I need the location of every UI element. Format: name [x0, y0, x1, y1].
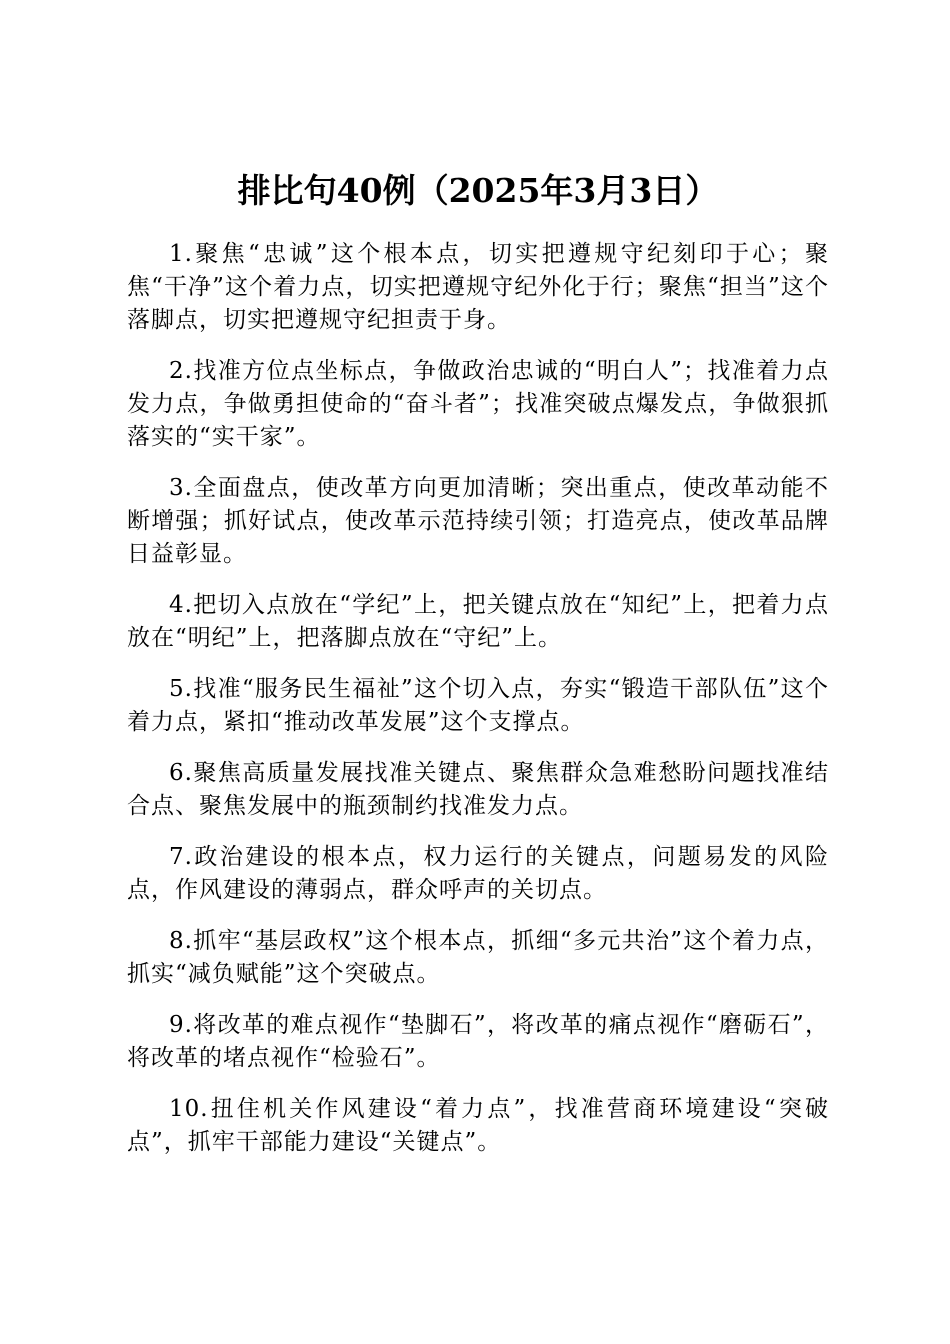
- paragraph-9: 9.将改革的难点视作“垫脚石”，将改革的痛点视作“磨砺石”，将改革的堵点视作“检验石”。: [127, 1012, 829, 1071]
- title-month: 3: [573, 171, 597, 210]
- title-text-1: 排比句: [237, 171, 337, 210]
- paragraph-6: 6.聚焦高质量发展找准关键点、聚焦群众急难愁盼问题找准结合点、聚焦发展中的瓶颈制约找准发力点。: [127, 760, 829, 819]
- paragraph-10: 10.扭住机关作风建设“着力点”，找准营商环境建设“突破点”，抓牢干部能力建设“关键点”。: [127, 1096, 829, 1155]
- title-day: 3: [629, 171, 653, 210]
- title-text-4: 月: [596, 171, 630, 210]
- paragraph-4: 4.把切入点放在“学纪”上，把关键点放在“知纪”上，把着力点放在“明纪”上，把落脚点放在“守纪”上。: [127, 592, 829, 651]
- title-count: 40: [336, 171, 383, 210]
- title-text-3: 年: [540, 171, 574, 210]
- paragraph-7: 7.政治建设的根本点，权力运行的关键点，问题易发的风险点，作风建设的薄弱点，群众呼声的关切点。: [127, 844, 829, 903]
- title-text-2: 例（: [382, 171, 449, 210]
- document-page: [127, 168, 829, 1177]
- document-title: [127, 168, 829, 214]
- paragraph-3: 3.全面盘点，使改革方向更加清晰；突出重点，使改革动能不断增强；抓好试点，使改革示范持续引领；打造亮点，使改革品牌日益彰显。: [127, 475, 829, 567]
- paragraph-2: 2.找准方位点坐标点，争做政治忠诚的“明白人”；找准着力点发力点，争做勇担使命的“奋斗者”；找准突破点爆发点，争做狠抓落实的“实干家”。: [127, 358, 829, 450]
- title-year: 2025: [448, 171, 541, 210]
- paragraph-5: 5.找准“服务民生福祉”这个切入点，夯实“锻造干部队伍”这个着力点，紧扣“推动改革发展”这个支撑点。: [127, 676, 829, 735]
- paragraph-8: 8.抓牢“基层政权”这个根本点，抓细“多元共治”这个着力点，抓实“减负赋能”这个突破点。: [127, 928, 829, 987]
- title-text-5: 日）: [652, 171, 719, 210]
- paragraph-1: 1.聚焦“忠诚”这个根本点，切实把遵规守纪刻印于心；聚焦“干净”这个着力点，切实把遵规守纪外化于行；聚焦“担当”这个落脚点，切实把遵规守纪担责于身。: [127, 241, 829, 333]
